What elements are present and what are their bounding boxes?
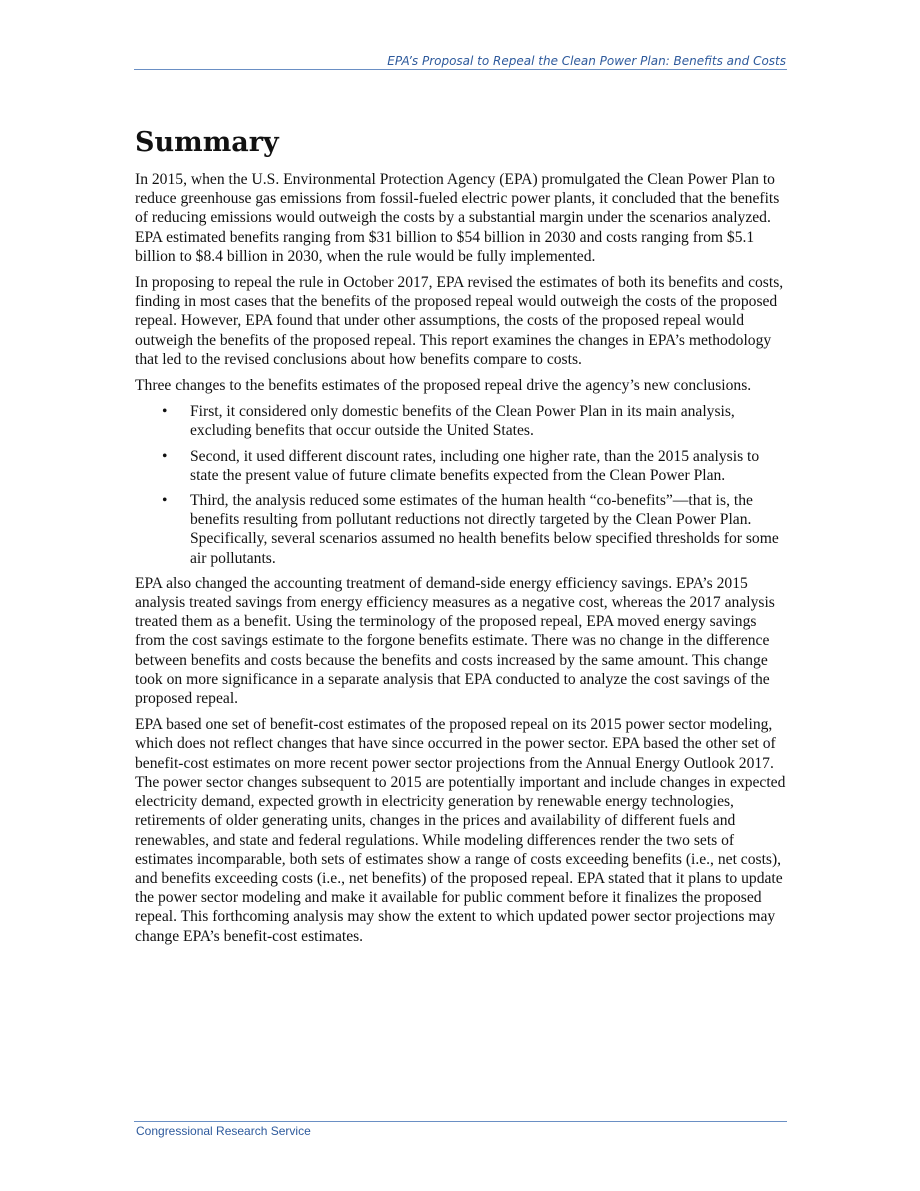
list-item-text: First, it considered only domestic benefits of the Clean Power Plan in its main analysis, excluding benefits that occur outside the United States. [190, 403, 735, 440]
paragraph-repeal-revision: In proposing to repeal the rule in October 2017, EPA revised the estimates of both its benefits and costs, finding in most cases that the benefits of the proposed repeal would outweigh the costs of the proposed repeal. However, EPA found that under other assumptions, the costs of the proposed repeal would outweigh the benefits of the proposed repeal. This report examines the changes in EPA’s methodology that led to the revised conclusions about how benefits compare to costs. [135, 274, 784, 368]
list-item [135, 447, 787, 485]
footer-organization: Congressional Research Service [136, 1124, 311, 1138]
summary-section [135, 124, 787, 953]
bullet-marker: • [162, 447, 168, 465]
list-item [135, 491, 787, 568]
paragraph-power-sector-modeling: EPA based one set of benefit-cost estimates of the proposed repeal on its 2015 power sector modeling, which does not reflect changes that have since occurred in the power sector. EPA based the other set of benefit-cost estimates on more recent power sector projections from the Annual Energy Outlook 2017. The power sector changes subsequent to 2015 are potentially important and include changes in expected electricity demand, expected growth in electricity generation by renewable energy technologies, retirements of older generating units, changes in the prices and availability of different fuels and renewables, and state and federal regulations. While modeling differences render the two sets of estimates incomparable, both sets of estimates show a range of costs exceeding benefits (i.e., net costs), and benefits exceeding costs (i.e., net benefits) of the proposed repeal. EPA stated that it plans to update the power sector modeling and make it available for public comment before it finalizes the proposed repeal. This forthcoming analysis may show the extent to which updated power sector projections may change EPA’s benefit-cost estimates. [135, 716, 786, 945]
header-divider [134, 69, 787, 70]
list-item-text: Second, it used different discount rates, including one higher rate, than the 2015 analysis to state the present value of future climate benefits expected from the Clean Power Plan. [190, 447, 760, 484]
paragraph-intro: In 2015, when the U.S. Environmental Protection Agency (EPA) promulgated the Clean Power Plan to reduce greenhouse gas emissions from fossil-fueled electric power plants, it concluded that the benefits of reducing emissions would outweigh the costs by a substantial margin under the scenarios analyzed. EPA estimated benefits ranging from $31 billion to $54 billion in 2030 and costs ranging from $5.1 billion to $8.4 billion in 2030, when the rule would be fully implemented. [135, 171, 780, 265]
bullet-marker: • [162, 492, 168, 510]
paragraph-three-changes: Three changes to the benefits estimates of the proposed repeal drive the agency’s new conclusions. [135, 377, 752, 395]
bullet-marker: • [162, 403, 168, 421]
paragraph-energy-efficiency: EPA also changed the accounting treatment of demand-side energy efficiency savings. EPA’s 2015 analysis treated savings from energy efficiency measures as a negative cost, whereas the 2017 analysis treated them as a benefit. Using the terminology of the proposed repeal, EPA moved energy savings from the cost savings estimate to the forgone benefits estimate. There was no change in the difference between benefits and costs because the benefits and costs increased by the same amount. This change took on more significance in a separate analysis that EPA conducted to analyze the cost savings of the proposed repeal. [135, 574, 775, 708]
list-item-text: Third, the analysis reduced some estimates of the human health “co-benefits”—that is, the benefits resulting from pollutant reductions not directly targeted by the Clean Power Plan. Specifically, several scenarios assumed no health benefits below specified thresholds for some air pollutants. [190, 492, 779, 567]
running-header: EPA’s Proposal to Repeal the Clean Power Plan: Benefits and Costs [387, 54, 786, 68]
section-heading: Summary [135, 127, 279, 158]
changes-list [135, 402, 787, 568]
list-item [135, 402, 787, 440]
footer-divider [134, 1121, 787, 1122]
